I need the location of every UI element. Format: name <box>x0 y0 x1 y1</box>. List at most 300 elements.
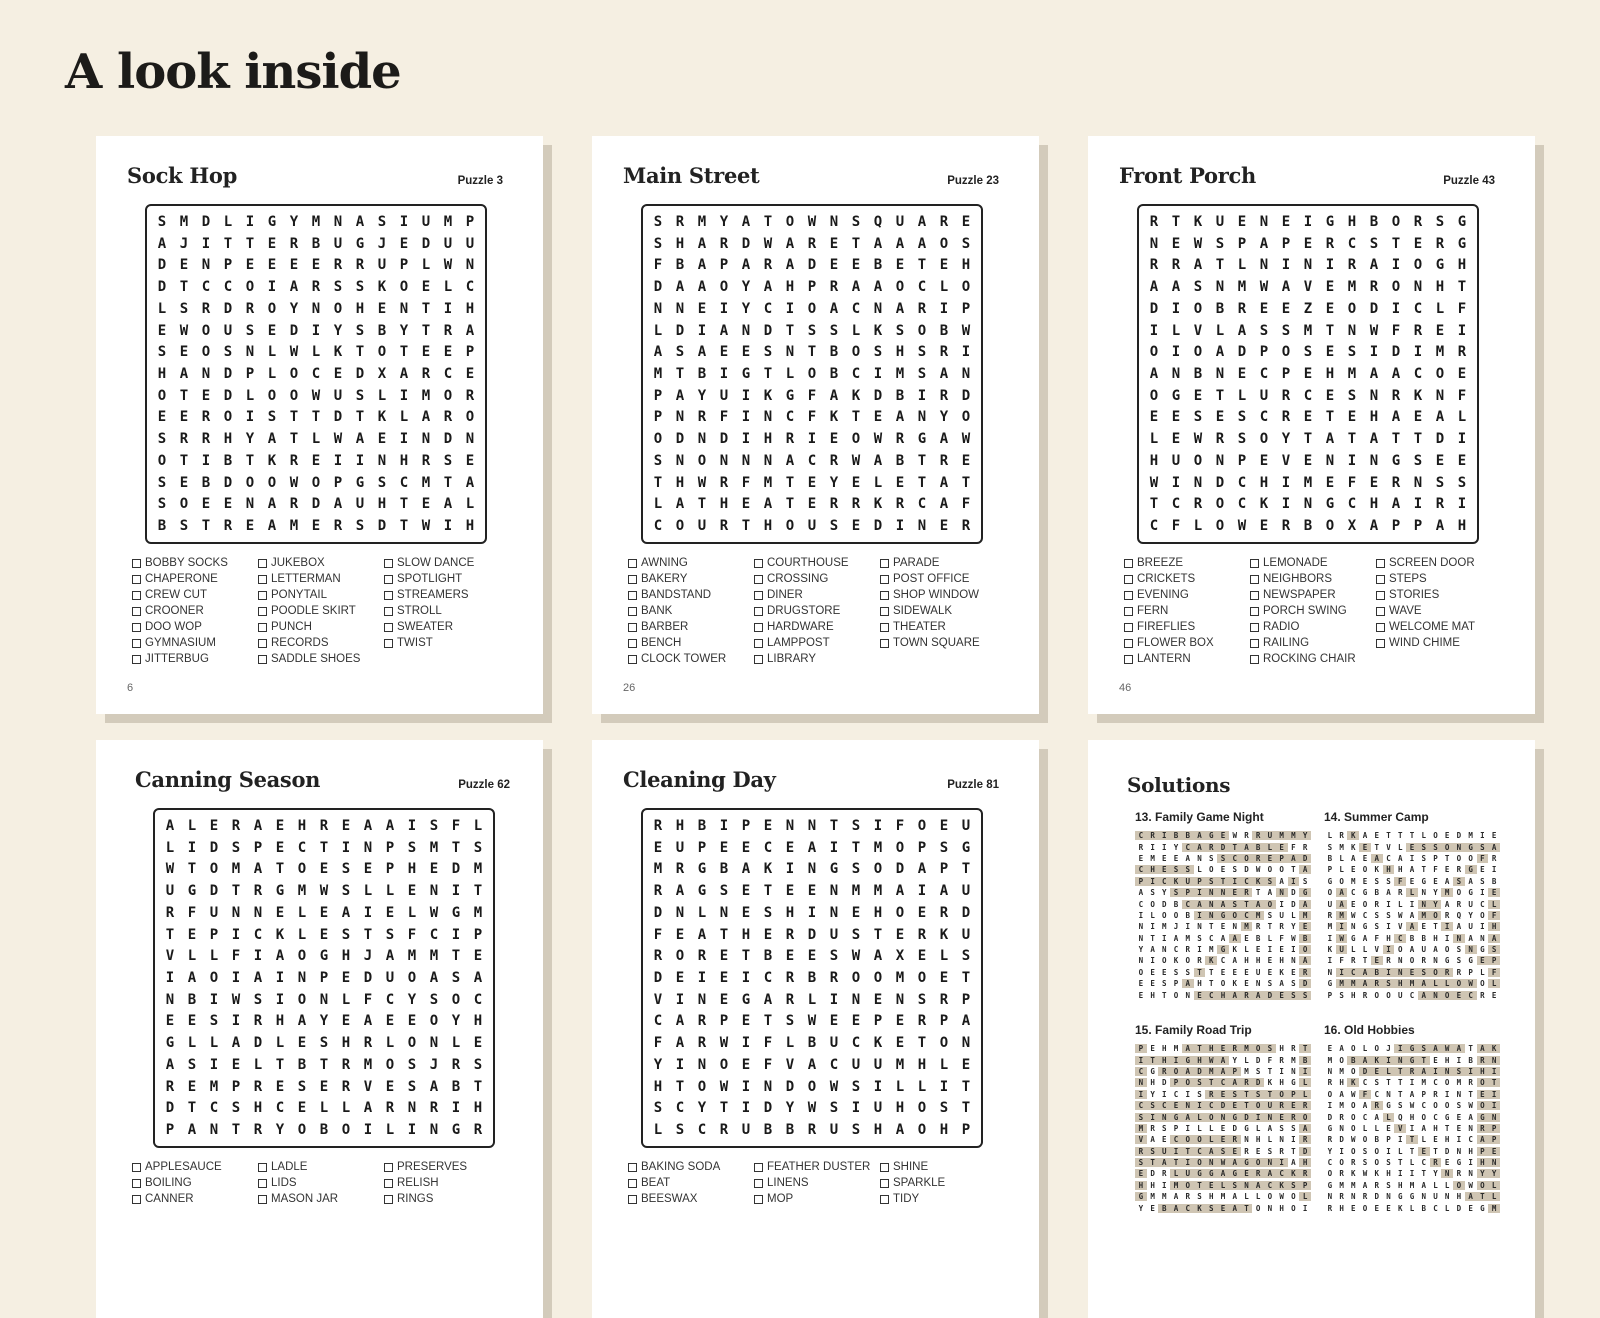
solution-letter: E <box>1374 1203 1380 1213</box>
grid-letter: N <box>201 257 211 274</box>
letter-grid <box>153 808 495 1148</box>
grid-letter: W <box>231 991 241 1008</box>
grid-letter: U <box>873 1100 883 1117</box>
solution-letter: S <box>1386 876 1391 886</box>
grid-letter: D <box>675 431 685 448</box>
grid-letter: F <box>719 409 729 426</box>
solution-letter: U <box>1158 1147 1170 1156</box>
grid-letter: N <box>333 213 343 230</box>
solution-letter: C <box>1182 900 1194 909</box>
solution-row <box>1135 978 1311 989</box>
solution-letter: A <box>1433 945 1438 955</box>
grid-letter: R <box>653 817 663 834</box>
grid-letter: A <box>939 431 949 448</box>
grid-letter: E <box>851 1013 861 1030</box>
grid-letter: T <box>961 861 971 878</box>
solution-letter: F <box>1433 865 1438 875</box>
word-label: WIND CHIME <box>1389 637 1460 649</box>
word-item <box>258 635 384 651</box>
grid-letter: T <box>245 235 255 252</box>
solution-letter: E <box>1488 888 1500 897</box>
solution-row <box>1324 921 1500 932</box>
solution-letter: L <box>1409 1158 1415 1168</box>
solution-letter: E <box>1456 1112 1462 1122</box>
grid-letter: U <box>829 1035 839 1052</box>
grid-letter: S <box>851 1122 861 1139</box>
word-item <box>628 1159 754 1175</box>
grid-letter: N <box>917 518 927 535</box>
solution-letter: L <box>1409 1203 1415 1213</box>
solution-letter: T <box>1147 1056 1159 1065</box>
grid-letter: R <box>341 1056 351 1073</box>
word-label: BANK <box>641 605 673 617</box>
solution-letter: M <box>1244 1066 1249 1076</box>
grid-letter: R <box>697 1013 707 1030</box>
grid-letter: O <box>1391 213 1401 230</box>
grid-letter: T <box>289 409 299 426</box>
solution-letter: C <box>1194 1147 1206 1156</box>
solution-letter: W <box>1397 910 1403 920</box>
solution-letter: R <box>1229 1135 1241 1144</box>
solution-letter: H <box>1150 1180 1155 1190</box>
grid-letter: T <box>851 235 861 252</box>
word-label: SWEATER <box>397 621 454 633</box>
solution-letter: P <box>1135 877 1147 886</box>
checkbox-icon <box>384 559 393 568</box>
solution-letter: R <box>1351 1158 1356 1168</box>
grid-letter: W <box>697 474 707 491</box>
solution-letter: K <box>1397 1203 1403 1213</box>
grid-letter: I <box>451 1100 461 1117</box>
grid-letter: D <box>421 235 431 252</box>
solution-letter: L <box>1351 945 1356 955</box>
grid-letter: E <box>319 861 329 878</box>
grid-row <box>647 1119 977 1141</box>
word-label: POST OFFICE <box>893 573 970 585</box>
checkbox-icon <box>1124 639 1133 648</box>
grid-letter: I <box>209 991 219 1008</box>
grid-letter: T <box>311 409 321 426</box>
solution-letter: G <box>1477 1113 1489 1122</box>
grid-letter: Z <box>1303 300 1313 317</box>
grid-letter: A <box>1281 279 1291 296</box>
grid-letter: K <box>1193 213 1203 230</box>
grid-letter: E <box>245 257 255 274</box>
grid-letter: A <box>1149 366 1159 382</box>
grid-letter: S <box>333 279 343 296</box>
grid-letter: U <box>895 213 905 230</box>
solution-letter: A <box>1232 956 1237 966</box>
word-item <box>132 619 258 635</box>
solution-letter: O <box>1299 945 1311 954</box>
grid-letter: O <box>1347 300 1357 317</box>
grid-letter: W <box>289 474 299 491</box>
grid-letter: N <box>407 1100 417 1117</box>
grid-letter: P <box>939 861 949 878</box>
grid-letter: H <box>1369 409 1379 426</box>
solution-letter: O <box>1162 910 1167 920</box>
checkbox-icon <box>1124 559 1133 568</box>
solution-letter: O <box>1339 1055 1344 1065</box>
grid-letter: N <box>429 883 439 900</box>
grid-letter: I <box>1281 474 1291 491</box>
grid-letter: H <box>1325 366 1335 382</box>
grid-letter: C <box>1259 409 1269 426</box>
solution-letter: E <box>1276 1113 1288 1122</box>
checkbox-icon <box>1376 623 1385 632</box>
word-label: JUKEBOX <box>271 557 325 569</box>
grid-letter: R <box>341 1078 351 1095</box>
grid-letter: W <box>961 322 971 339</box>
grid-letter: T <box>763 366 773 382</box>
grid-letter: A <box>851 279 861 296</box>
solution-letter: A <box>1217 900 1229 909</box>
grid-letter: I <box>355 452 365 469</box>
grid-letter: E <box>385 1013 395 1030</box>
grid-letter: P <box>399 257 409 274</box>
solution-letter: O <box>1241 854 1253 863</box>
grid-letter: C <box>917 496 927 513</box>
solution-letter: K <box>1267 1078 1273 1088</box>
solution-letter: O <box>1477 1181 1489 1190</box>
solution-letter: E <box>1488 1147 1500 1156</box>
checkbox-icon <box>258 639 267 648</box>
checkbox-icon <box>754 607 763 616</box>
solution-letter: O <box>1327 1089 1333 1099</box>
solution-letter: O <box>1194 1158 1206 1167</box>
solution-row <box>1135 1202 1311 1213</box>
solution-letter: R <box>1138 842 1144 852</box>
solution-letter: E <box>1150 1044 1155 1054</box>
grid-letter: N <box>1259 213 1269 230</box>
grid-letter: T <box>245 452 255 469</box>
grid-letter: O <box>917 817 927 834</box>
grid-letter: I <box>1413 344 1423 361</box>
solution-letter: I <box>1276 1158 1288 1167</box>
solution-letter: Y <box>1327 1146 1333 1156</box>
solution-letter: O <box>1444 945 1450 955</box>
grid-letter: T <box>355 344 365 361</box>
grid-letter: N <box>245 496 255 513</box>
word-item <box>754 571 880 587</box>
solution-letter: A <box>1138 888 1144 898</box>
grid-letter: W <box>807 213 817 230</box>
solution-letter: T <box>1386 1078 1391 1088</box>
grid-letter: U <box>961 883 971 900</box>
solution-letter: G <box>1351 933 1356 943</box>
solution-letter: O <box>1327 1169 1333 1179</box>
grid-letter: A <box>675 279 685 296</box>
solution-letter: T <box>1409 831 1415 841</box>
solution-letter: C <box>1347 968 1359 977</box>
grid-letter: T <box>1149 496 1159 513</box>
grid-letter: H <box>473 1013 483 1030</box>
grid-letter: H <box>675 474 685 491</box>
grid-letter: R <box>697 1035 707 1052</box>
grid-letter: T <box>443 474 453 491</box>
grid-letter: D <box>1215 474 1225 491</box>
grid-letter: R <box>253 1122 263 1139</box>
solution-letter: N <box>1327 1192 1333 1202</box>
solution-letter: A <box>1158 1158 1170 1167</box>
grid-row <box>151 515 481 537</box>
grid-letter: P <box>465 213 475 230</box>
grid-letter: O <box>451 991 461 1008</box>
grid-letter: G <box>187 883 197 900</box>
solution-letter: R <box>1371 1101 1383 1110</box>
grid-letter: B <box>377 322 387 339</box>
grid-letter: P <box>939 1013 949 1030</box>
grid-letter: O <box>157 452 167 469</box>
solution-letter: O <box>1409 956 1415 966</box>
grid-letter: A <box>363 1013 373 1030</box>
solution-letter: S <box>1456 1101 1462 1111</box>
grid-letter: R <box>939 213 949 230</box>
word-label: COURTHOUSE <box>767 557 849 569</box>
solution-letter: L <box>1208 1123 1214 1133</box>
grid-letter: E <box>697 300 707 317</box>
grid-letter: I <box>1281 496 1291 513</box>
grid-letter: A <box>341 904 351 921</box>
grid-letter: T <box>961 474 971 491</box>
grid-letter: L <box>421 257 431 274</box>
grid-letter: N <box>429 1122 439 1139</box>
grid-letter: I <box>1325 257 1335 274</box>
solution-letter: O <box>1362 1203 1368 1213</box>
solution-letter: T <box>1444 1123 1450 1133</box>
solution-letter: O <box>1220 979 1226 989</box>
solution-letter: S <box>1386 1158 1391 1168</box>
grid-letter: D <box>333 409 343 426</box>
grid-letter: L <box>275 1035 285 1052</box>
solution-letter: I <box>1327 1101 1333 1111</box>
checkbox-icon <box>258 1195 267 1204</box>
grid-letter: T <box>1457 279 1467 296</box>
solution-letter: D <box>1241 1113 1253 1122</box>
solution-letter: R <box>1339 1169 1344 1179</box>
word-label: GYMNASIUM <box>145 637 216 649</box>
grid-letter: E <box>465 366 475 382</box>
grid-letter: E <box>1303 366 1313 382</box>
solution-letter: I <box>1465 1067 1477 1076</box>
grid-letter: I <box>399 431 409 448</box>
grid-letter: E <box>1369 474 1379 491</box>
solution-letter: U <box>1468 899 1473 909</box>
solution-letter: P <box>1488 1135 1500 1144</box>
solution-letter: B <box>1173 899 1179 909</box>
solution-letter: T <box>1208 922 1214 932</box>
solution-letter: U <box>1421 945 1426 955</box>
solution-letter: Y <box>1291 922 1296 932</box>
solution-letter: B <box>1421 1203 1426 1213</box>
solution-letter: T <box>1299 1044 1311 1053</box>
grid-letter: R <box>1171 257 1181 274</box>
grid-letter: T <box>451 948 461 965</box>
grid-letter: E <box>1171 235 1181 252</box>
solution-row <box>1135 887 1311 898</box>
grid-letter: K <box>873 1035 883 1052</box>
grid-letter: I <box>451 926 461 943</box>
grid-row <box>151 494 481 516</box>
word-label: POODLE SKIRT <box>271 605 356 617</box>
grid-letter: V <box>653 991 663 1008</box>
grid-letter: L <box>267 344 277 361</box>
solution-letter: C <box>1362 910 1368 920</box>
grid-letter: A <box>179 366 189 382</box>
solution-letter: C <box>1421 1158 1426 1168</box>
grid-letter: G <box>961 839 971 856</box>
solution-letter: N <box>1465 945 1477 954</box>
word-label: RAILING <box>1263 637 1310 649</box>
grid-letter: G <box>829 861 839 878</box>
solution-letter: L <box>1406 888 1418 897</box>
solution-letter: W <box>1291 933 1296 943</box>
grid-letter: T <box>187 861 197 878</box>
solution-letter: N <box>1135 1078 1147 1087</box>
grid-letter: E <box>429 861 439 878</box>
grid-letter: S <box>341 861 351 878</box>
checkbox-icon <box>384 607 393 616</box>
checkbox-icon <box>1124 575 1133 584</box>
grid-letter: A <box>675 1013 685 1030</box>
solution-letter: A <box>1336 888 1348 897</box>
solution-letter: S <box>1267 1146 1273 1156</box>
solution-letter: E <box>1406 968 1418 977</box>
solution-letter: O <box>1339 876 1344 886</box>
grid-letter: O <box>429 1013 439 1030</box>
grid-letter: E <box>311 518 321 535</box>
word-label: PORCH SWING <box>1263 605 1347 617</box>
solution-letter: T <box>1409 1146 1415 1156</box>
word-label: PONYTAIL <box>271 589 328 601</box>
grid-letter: T <box>231 1122 241 1139</box>
solution-letter: M <box>1288 831 1300 840</box>
solution-letter: O <box>1374 990 1380 1000</box>
grid-letter: R <box>253 883 263 900</box>
solution-letter: N <box>1138 922 1144 932</box>
word-item <box>628 1191 754 1207</box>
grid-letter: W <box>1259 279 1269 296</box>
grid-letter: G <box>355 474 365 491</box>
solution-letter: N <box>1421 888 1426 898</box>
grid-letter: L <box>341 991 351 1008</box>
grid-letter: S <box>917 344 927 361</box>
grid-letter: F <box>653 926 663 943</box>
word-list <box>1124 555 1502 667</box>
grid-letter: S <box>157 496 167 513</box>
grid-letter: C <box>311 366 321 382</box>
grid-row <box>1143 450 1473 472</box>
grid-letter: O <box>917 1100 927 1117</box>
grid-letter: O <box>209 970 219 986</box>
solution-row <box>1135 1066 1311 1077</box>
grid-letter: I <box>187 839 197 856</box>
solution-letter: S <box>1217 854 1229 863</box>
grid-letter: E <box>917 904 927 921</box>
grid-letter: R <box>1281 409 1291 426</box>
solution-letter: N <box>1291 1066 1296 1076</box>
solution-row <box>1324 1134 1500 1145</box>
checkbox-icon <box>1250 623 1259 632</box>
solution-row <box>1324 876 1500 887</box>
grid-letter: W <box>1369 322 1379 339</box>
grid-row <box>151 276 481 298</box>
solution-letter: L <box>1444 1180 1450 1190</box>
solution-row <box>1135 921 1311 932</box>
puzzle-number: Puzzle 3 <box>457 175 503 187</box>
solution-letter: D <box>1456 1203 1462 1213</box>
grid-letter: E <box>209 817 219 834</box>
solution-letter: C <box>1362 1112 1368 1122</box>
solution-letter: R <box>1299 1135 1311 1144</box>
grid-letter: C <box>1149 518 1159 535</box>
solution-row <box>1135 1111 1311 1122</box>
grid-letter: O <box>377 344 387 361</box>
grid-letter: G <box>697 883 707 900</box>
solution-letter: L <box>1433 1180 1438 1190</box>
word-item <box>754 587 880 603</box>
grid-letter: E <box>465 452 475 469</box>
checkbox-icon <box>258 1179 267 1188</box>
solution-letter: K <box>1252 877 1264 886</box>
solution-letter: N <box>1185 990 1191 1000</box>
grid-row <box>151 320 481 342</box>
grid-letter: S <box>851 1078 861 1095</box>
grid-row <box>647 494 977 516</box>
grid-letter: H <box>719 496 729 513</box>
grid-letter: W <box>289 344 299 361</box>
grid-letter: D <box>763 1100 773 1117</box>
grid-letter: S <box>407 1078 417 1095</box>
solution-letter: E <box>1456 1123 1462 1133</box>
solution-letter: A <box>1279 979 1284 989</box>
grid-letter: I <box>1413 496 1423 513</box>
solution-letter: F <box>1477 854 1489 863</box>
grid-letter: E <box>165 1013 175 1030</box>
solution-letter: B <box>1299 1056 1311 1065</box>
solution-row <box>1324 944 1500 955</box>
solution-letter: T <box>1205 1078 1217 1087</box>
solution-letter: G <box>1406 1056 1418 1065</box>
grid-letter: I <box>209 1056 219 1073</box>
grid-letter: L <box>385 1035 395 1052</box>
solution-letter: C <box>1135 865 1147 874</box>
solution-letter: L <box>1339 865 1344 875</box>
grid-letter: S <box>451 970 461 986</box>
solution-letter: A <box>1150 945 1155 955</box>
grid-letter: K <box>763 387 773 404</box>
grid-letter: P <box>319 970 329 986</box>
grid-letter: N <box>741 322 751 339</box>
grid-letter: Y <box>719 213 729 230</box>
solution-letter: H <box>1279 1044 1284 1054</box>
solution-letter: R <box>1255 922 1261 932</box>
grid-row <box>1143 494 1473 516</box>
word-label: TIDY <box>893 1193 920 1205</box>
solution-letter: S <box>1374 876 1380 886</box>
grid-letter: A <box>1215 344 1225 361</box>
solution-letter: R <box>1205 1090 1217 1099</box>
solution-title: 15. Family Road Trip <box>1135 1023 1252 1037</box>
grid-letter: N <box>1369 387 1379 404</box>
solution-letter: M <box>1339 842 1344 852</box>
grid-letter: E <box>187 926 197 943</box>
solution-letter: Q <box>1456 910 1462 920</box>
solution-letter: R <box>1241 1078 1253 1087</box>
solution-letter: B <box>1374 1135 1380 1145</box>
solution-letter: R <box>1279 922 1284 932</box>
grid-row <box>647 1076 977 1098</box>
